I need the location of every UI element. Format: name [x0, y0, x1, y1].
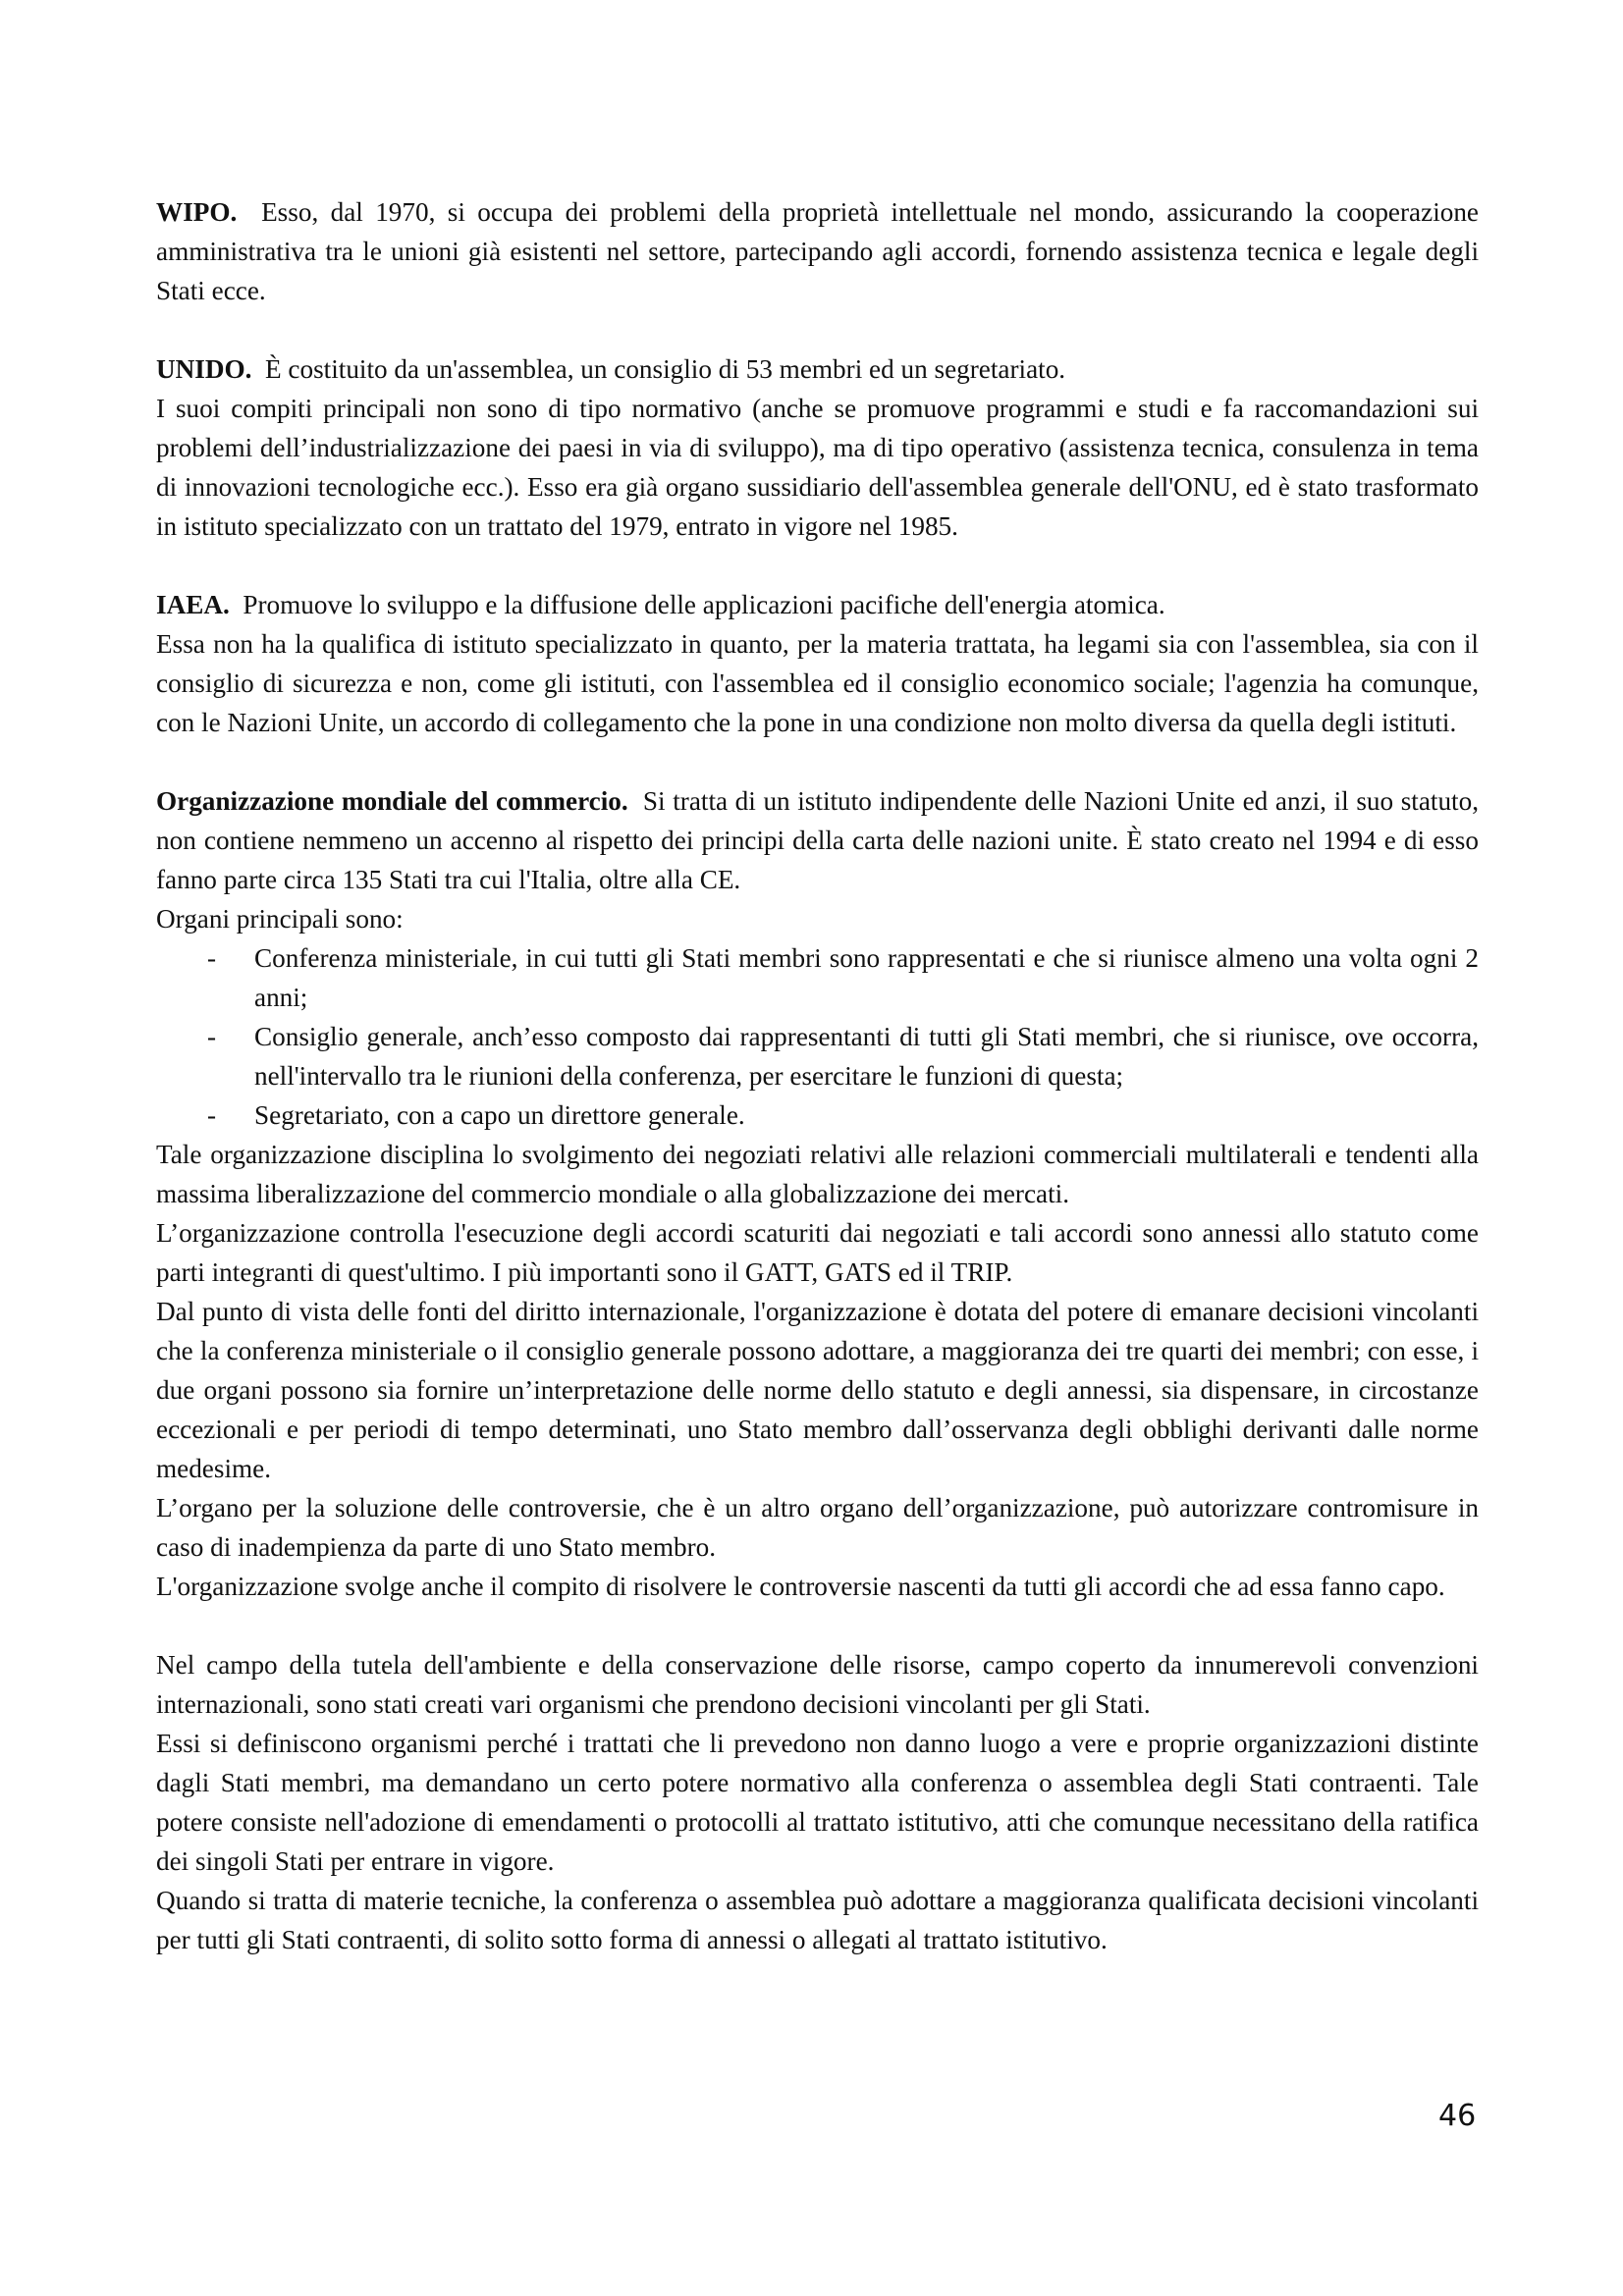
document-page [156, 192, 1479, 1959]
list-item-text: Consiglio generale, anch’esso composto dai rappresentanti di tutti gli Stati membri, che si riunisce, ove occorra, nell'intervallo tra le riunioni della conferenza, per esercitare le funzioni di questa; [254, 1022, 1479, 1091]
list-marker: - [207, 1022, 217, 1051]
section-iaea [156, 585, 1479, 624]
organs-list [156, 938, 1479, 1135]
list-marker: - [207, 943, 217, 973]
body-paragraph: Quando si tratta di materie tecniche, la conferenza o assemblea può adottare a maggioranza qualificata decisioni vincolanti per tutti gli Stati contraenti, di solito sotto forma di annessi o allegati al trattato istitutivo. [156, 1886, 1479, 1954]
body-paragraph: Essi si definiscono organismi perché i trattati che li prevedono non danno luogo a vere e proprie organizzazioni distinte dagli Stati membri, ma demandano un certo potere normativo alla conferenza o assemblea degli Stati contraenti. Tale potere consiste nell'adozione di emendamenti o protocolli al trattato istitutivo, atti che comunque necessitano della ratifica dei singoli Stati per entrare in vigore. [156, 1729, 1479, 1876]
paragraph-gap [156, 546, 1479, 585]
list-marker: - [207, 1100, 217, 1130]
section-heading-unido: UNIDO. [156, 354, 252, 384]
section-unido [156, 349, 1479, 389]
section-text-iaea: Promuove lo sviluppo e la diffusione delle applicazioni pacifiche dell'energia atomica. [243, 590, 1165, 619]
section-text-unido: È costituito da un'assemblea, un consiglio di 53 membri ed un segretariato. [265, 354, 1066, 384]
list-item-text: Conferenza ministeriale, in cui tutti gli Stati membri sono rappresentati e che si riunisce almeno una volta ogni 2 anni; [254, 943, 1479, 1012]
section-heading-omc: Organizzazione mondiale del commercio. [156, 786, 628, 816]
section-omc [156, 781, 1479, 899]
section-heading-iaea: IAEA. [156, 590, 230, 619]
list-item [156, 938, 1479, 1017]
body-paragraph: L'organizzazione svolge anche il compito di risolvere le controversie nascenti da tutti gli accordi che ad essa fanno capo. [156, 1572, 1445, 1601]
paragraph-gap [156, 1606, 1479, 1645]
body-paragraph: Dal punto di vista delle fonti del diritto internazionale, l'organizzazione è dotata del potere di emanare decisioni vincolanti che la conferenza ministeriale o il consiglio generale possono adottare, a maggioranza dei tre quarti dei membri; con esse, i due organi possono sia fornire un’interpretazione delle norme dello statuto e degli annessi, sia dispensare, in circostanze eccezionali e per periodi di tempo determinati, uno Stato membro dall’osservanza degli obblighi derivanti dalle norme medesime. [156, 1297, 1479, 1483]
body-paragraph: L’organo per la soluzione delle controversie, che è un altro organo dell’organizzazione, può autorizzare contromisure in caso di inadempienza da parte di uno Stato membro. [156, 1493, 1479, 1562]
list-item [156, 1017, 1479, 1095]
body-paragraph: Tale organizzazione disciplina lo svolgimento dei negoziati relativi alle relazioni commerciali multilaterali e tendenti alla massima liberalizzazione del commercio mondiale o alla globalizzazione dei mercati. [156, 1140, 1479, 1208]
paragraph-gap [156, 310, 1479, 349]
body-paragraph: Nel campo della tutela dell'ambiente e della conservazione delle risorse, campo coperto da innumerevoli convenzioni internazionali, sono stati creati vari organismi che prendono decisioni vincolanti per gli Stati. [156, 1650, 1479, 1719]
list-intro: Organi principali sono: [156, 904, 404, 934]
list-item [156, 1095, 1479, 1135]
section-text-wipo: Esso, dal 1970, si occupa dei problemi della proprietà intellettuale nel mondo, assicurando la cooperazione amministrativa tra le unioni già esistenti nel settore, partecipando agli accordi, fornendo assistenza tecnica e legale degli Stati ecce. [156, 197, 1479, 305]
paragraph-gap [156, 742, 1479, 781]
list-item-text: Segretariato, con a capo un direttore generale. [254, 1100, 745, 1130]
section-text-omc: Si tratta di un istituto indipendente delle Nazioni Unite ed anzi, il suo statuto, non contiene nemmeno un accenno al rispetto dei principi della carta delle nazioni unite. È stato creato nel 1994 e di esso fanno parte circa 135 Stati tra cui l'Italia, oltre alla CE. [156, 786, 1480, 894]
body-paragraph: L’organizzazione controlla l'esecuzione degli accordi scaturiti dai negoziati e tali accordi sono annessi allo statuto come parti integranti di quest'ultimo. I più importanti sono il GATT, GATS ed il TRIP. [156, 1218, 1479, 1287]
section-body-unido: I suoi compiti principali non sono di tipo normativo (anche se promuove programmi e studi e fa raccomandazioni sui problemi dell’industrializzazione dei paesi in via di sviluppo), ma di tipo operativo (assistenza tecnica, consulenza in tema di innovazioni tecnologiche ecc.). Esso era già organo sussidiario dell'assemblea generale dell'ONU, ed è stato trasformato in istituto specializzato con un trattato del 1979, entrato in vigore nel 1985. [156, 394, 1479, 541]
page-number: 46 [1438, 2099, 1477, 2133]
section-body-iaea: Essa non ha la qualifica di istituto specializzato in quanto, per la materia trattata, ha legami sia con l'assemblea, sia con il consiglio di sicurezza e non, come gli istituti, con l'assemblea ed il consiglio economico sociale; l'agenzia ha comunque, con le Nazioni Unite, un accordo di collegamento che la pone in una condizione non molto diversa da quella degli istituti. [156, 629, 1479, 737]
section-heading-wipo: WIPO. [156, 197, 238, 227]
section-wipo [156, 192, 1479, 310]
